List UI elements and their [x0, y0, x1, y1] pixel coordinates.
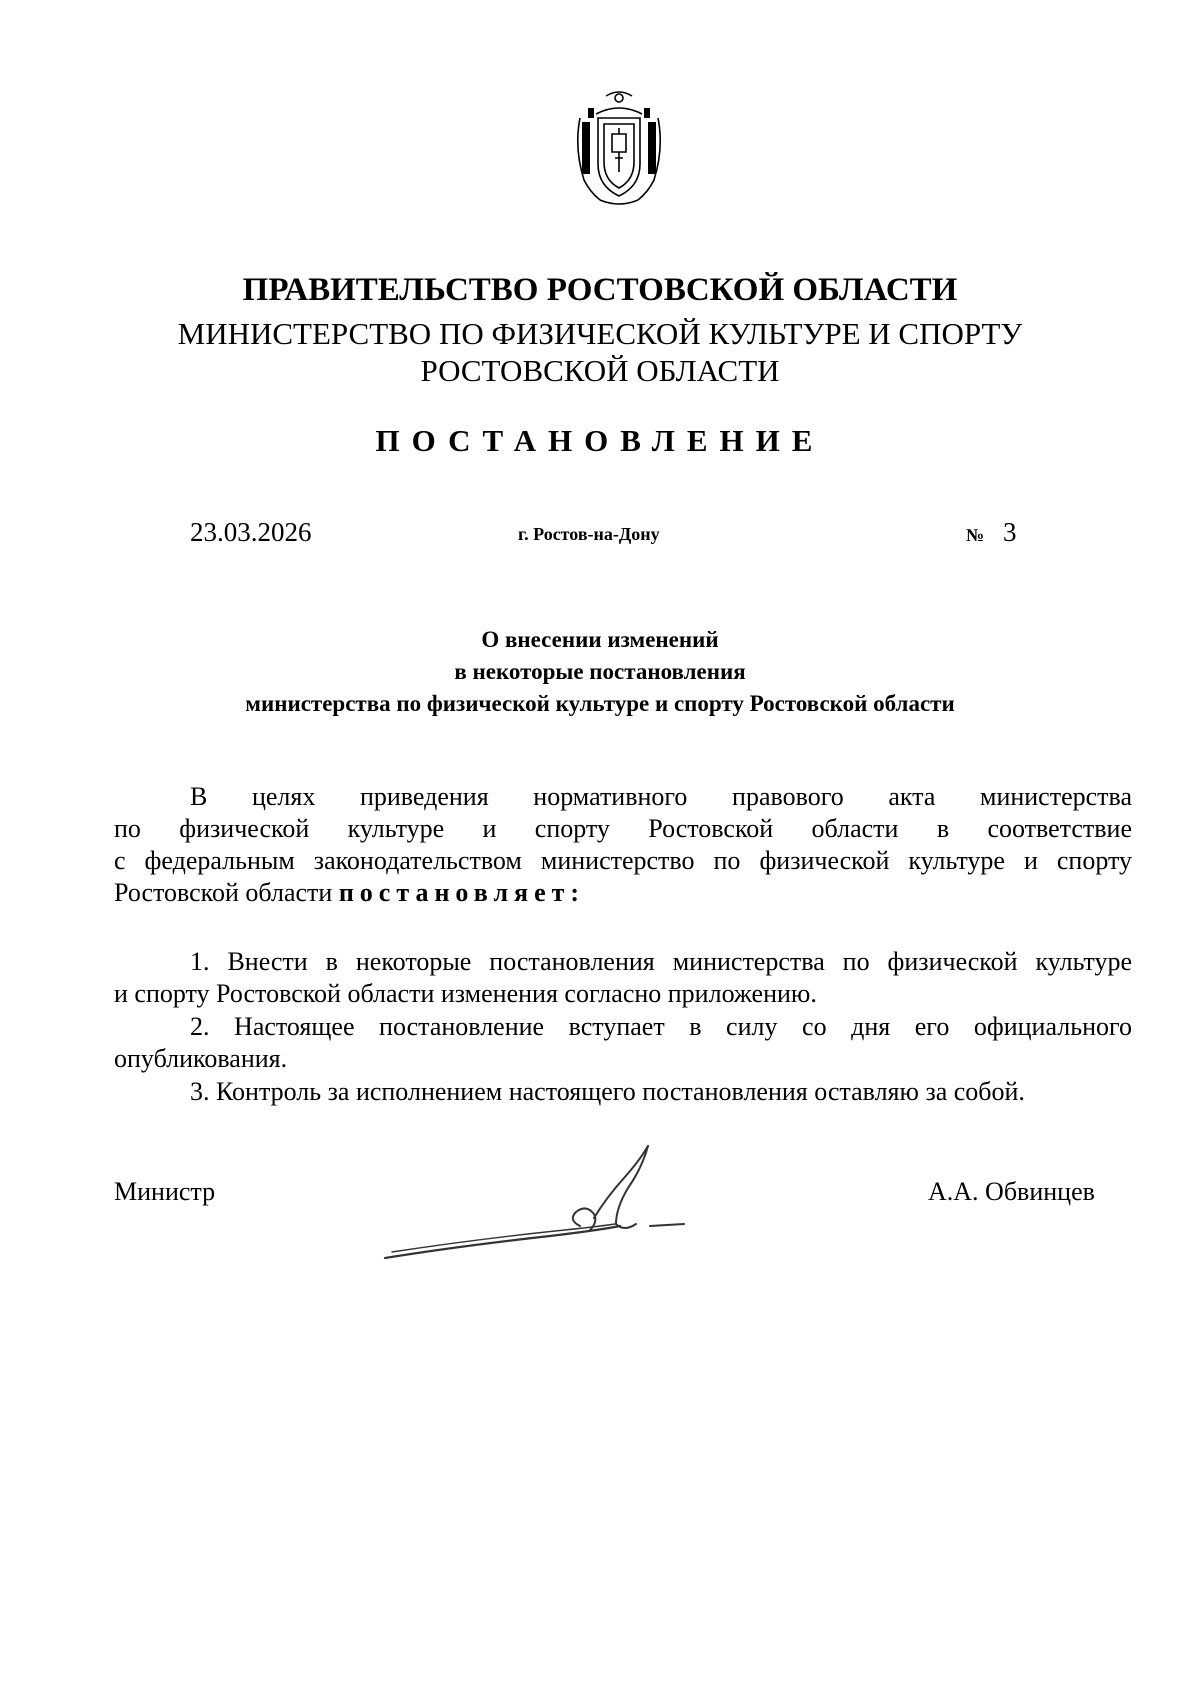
- document-city: г. Ростов-на-Дону: [518, 524, 660, 544]
- signatory-name: А.А. Обвинцев: [928, 1177, 1095, 1206]
- preamble-line4: [114, 877, 1132, 909]
- document-date: 23.03.2026: [190, 517, 312, 547]
- item1-line2: и спорту Ростовской области изменения согласно приложению.: [114, 979, 817, 1008]
- document-number: 3: [1003, 517, 1017, 547]
- government-title: ПРАВИТЕЛЬСТВО РОСТОВСКОЙ ОБЛАСТИ: [242, 272, 958, 308]
- decision-word: постановляет:: [338, 878, 586, 907]
- preamble-line3: с федеральным законодательством министерство по физической культуре и спорту: [114, 846, 1132, 875]
- subject-line1: О внесении изменений: [481, 627, 719, 652]
- subject-line2: в некоторые постановления: [454, 659, 746, 684]
- item2-line1: 2. Настоящее постановление вступает в силу со дня его официального: [190, 1012, 1132, 1041]
- subject-line3: министерства по физической культуре и спорту Ростовской области: [245, 691, 955, 716]
- coat-of-arms-icon: [566, 88, 672, 210]
- preamble-region: Ростовской области: [114, 878, 333, 907]
- ministry-title-line2: РОСТОВСКОЙ ОБЛАСТИ: [420, 353, 780, 388]
- ministry-title-line1: МИНИСТЕРСТВО ПО ФИЗИЧЕСКОЙ КУЛЬТУРЕ И СПОРТУ: [177, 316, 1023, 351]
- document-number-label: №: [966, 525, 985, 545]
- preamble-line1: В целях приведения нормативного правового акта министерства: [190, 782, 1132, 811]
- item3-line1: 3. Контроль за исполнением настоящего постановления оставляю за собой.: [190, 1077, 1025, 1106]
- handwritten-signature: [380, 1128, 710, 1268]
- preamble-line2: по физической культуре и спорту Ростовской области в соответствие: [114, 814, 1132, 843]
- item1-line1: 1. Внести в некоторые постановления министерства по физической культуре: [190, 947, 1132, 976]
- signatory-position: Министр: [114, 1177, 216, 1206]
- item2-line2: опубликования.: [114, 1044, 288, 1073]
- document-type: ПОСТАНОВЛЕНИЕ: [375, 423, 825, 458]
